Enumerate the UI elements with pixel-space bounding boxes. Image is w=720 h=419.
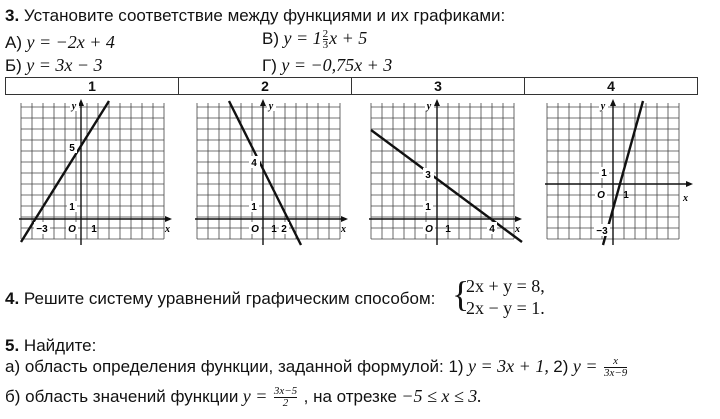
origin-label: O: [68, 224, 76, 235]
tick-label: 1: [251, 202, 257, 213]
tick-label: 5: [69, 143, 75, 154]
x-axis-label: x: [683, 193, 688, 204]
option-v-fraction: [323, 29, 329, 50]
option-v-label: В): [262, 29, 279, 48]
graph-header-2: 2: [179, 78, 352, 95]
task5-a-f2-pre: y =: [572, 356, 598, 376]
tick-label: 1: [271, 224, 277, 235]
task5-b-pre: y =: [242, 386, 268, 406]
y-axis-label: y: [268, 101, 274, 112]
y-axis-label: y: [426, 101, 432, 112]
task5-b-interval: −5 ≤ x ≤ 3.: [401, 386, 482, 406]
task4-number: 4.: [5, 289, 20, 308]
system-brace: {: [452, 274, 470, 314]
task5-number: 5.: [5, 336, 20, 355]
y-axis-label: y: [600, 101, 606, 112]
task5-a-f2-label: 2): [553, 357, 569, 376]
option-v-pre: y = 1: [283, 28, 322, 48]
option-a-formula: y = −2x + 4: [26, 32, 115, 52]
y-axis-label: y: [71, 101, 77, 112]
task4-heading: [5, 289, 435, 309]
fraction-numerator: 3x−5: [273, 385, 298, 398]
tick-label: −3: [596, 226, 608, 237]
task5-b: [5, 386, 482, 409]
option-b-label: Б): [5, 56, 22, 75]
origin-label: O: [251, 224, 259, 235]
option-b-formula: y = 3x − 3: [26, 55, 103, 75]
tick-label: 1: [425, 202, 431, 213]
task5-title: Найдите:: [23, 336, 97, 355]
option-a-label: А): [5, 33, 22, 52]
graph-4: [543, 97, 701, 247]
task5-a: [5, 356, 629, 379]
frac-num: 2: [322, 28, 329, 41]
task5-heading: [5, 336, 96, 356]
graph-1: [17, 97, 175, 247]
task5-a-text: а) область определения функции, заданной формулой: 1): [5, 357, 464, 376]
graph-header-table: [5, 77, 698, 95]
origin-label: O: [597, 190, 605, 201]
tick-label: −3: [36, 224, 48, 235]
option-b: [5, 55, 103, 76]
task5-a-formula-1: y = 3x + 1,: [468, 356, 549, 376]
tick-label: 1: [445, 224, 451, 235]
x-axis-label: x: [341, 224, 346, 235]
task3-heading: [5, 6, 505, 26]
option-g-label: Г): [262, 56, 277, 75]
option-a: [5, 32, 115, 53]
x-axis-label: x: [515, 224, 520, 235]
graph-3: [367, 97, 525, 247]
fraction-denominator: 3x−9: [603, 367, 628, 380]
frac-den: 3: [322, 39, 329, 52]
task3-title: Установите соответствие между функциями и их графиками:: [23, 6, 506, 25]
fraction-numerator: x: [613, 355, 619, 368]
tick-label: 1: [91, 224, 97, 235]
option-v-post: x + 5: [329, 28, 368, 48]
graph-2: [193, 97, 351, 247]
option-g-formula: y = −0,75x + 3: [281, 55, 393, 75]
origin-label: O: [425, 224, 433, 235]
x-axis-label: x: [165, 224, 170, 235]
tick-label: 1: [623, 190, 629, 201]
task5-b-mid: , на отрезке: [303, 387, 397, 406]
fraction-denominator: 2: [282, 397, 289, 410]
task4-text: Решите систему уравнений графическим способом:: [23, 289, 436, 308]
task5-b-fraction: [274, 386, 297, 409]
tick-label: 4: [489, 224, 495, 235]
task5-b-text: б) область значений функции: [5, 387, 239, 406]
tick-label: 4: [251, 158, 257, 169]
task3-number: 3.: [5, 6, 20, 25]
tick-label: 3: [425, 170, 431, 181]
graph-header-3: 3: [352, 78, 525, 95]
tick-label: 2: [281, 224, 287, 235]
tick-label: 1: [69, 202, 75, 213]
tick-label: 1: [601, 168, 607, 179]
graph-header-4: 4: [525, 78, 698, 95]
option-g: [262, 55, 392, 76]
equation-2: 2x − y = 1.: [466, 298, 545, 318]
option-v: [262, 28, 367, 50]
equation-1: 2x + y = 8,: [466, 276, 545, 296]
task5-a-fraction: [604, 356, 627, 379]
graph-header-1: 1: [6, 78, 179, 95]
